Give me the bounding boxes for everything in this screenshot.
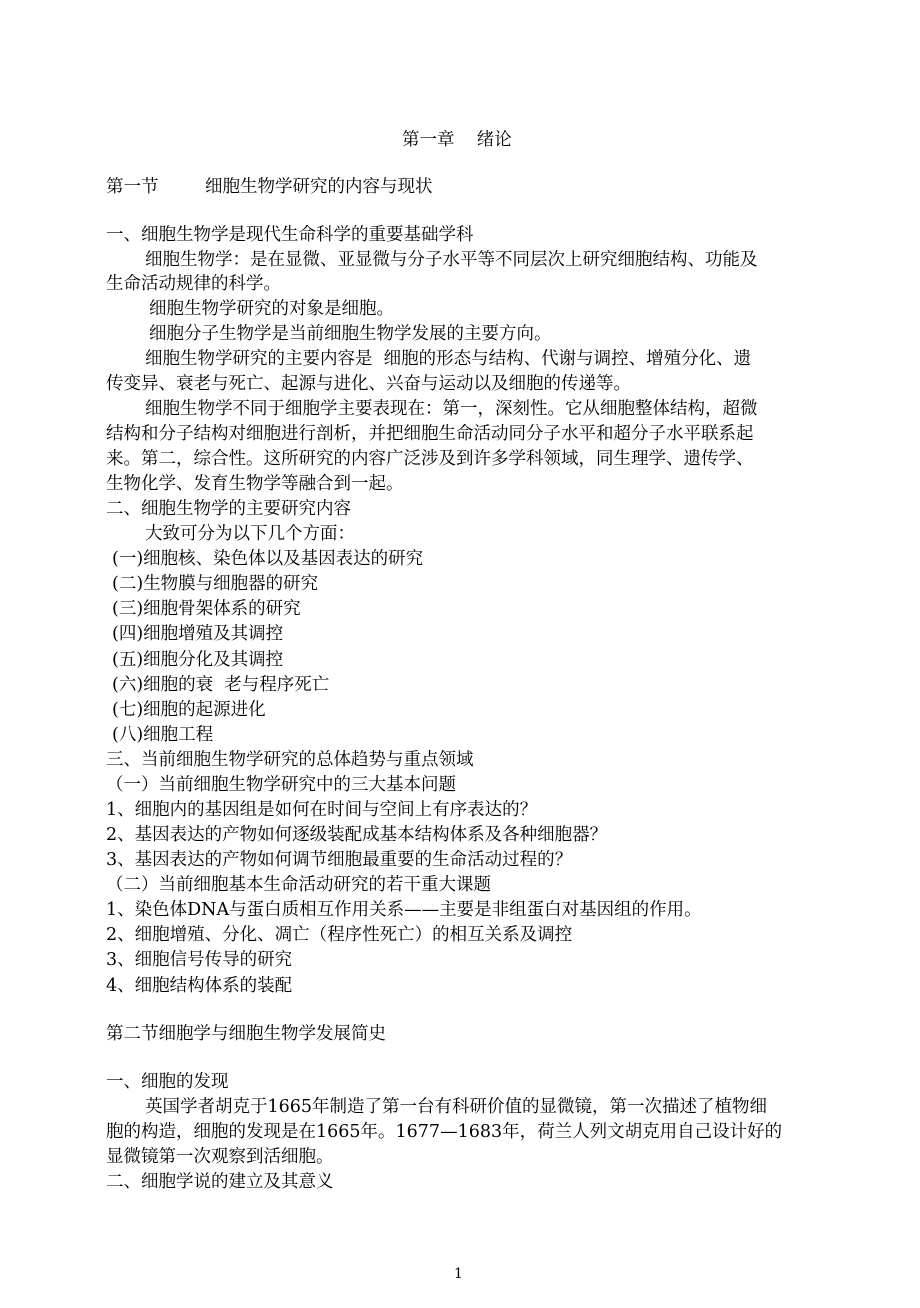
list-item: (八)细胞工程 <box>112 725 214 745</box>
list-item: (七)细胞的起源进化 <box>112 700 266 720</box>
list-item: 2、细胞增殖、分化、凋亡（程序性死亡）的相互关系及调控 <box>106 925 573 945</box>
chapter-title: 第一章 绪论 <box>402 130 512 150</box>
heading-line: 二、细胞学说的建立及其意义 <box>106 1172 334 1192</box>
list-item: (二)生物膜与细胞器的研究 <box>112 574 319 594</box>
list-item: (三)细胞骨架体系的研究 <box>112 599 301 619</box>
paragraph-line: 细胞生物学研究的对象是细胞。 <box>149 299 394 319</box>
heading-line: 三、当前细胞生物学研究的总体趋势与重点领域 <box>106 750 474 770</box>
paragraph-line: 生物化学、发育生物学等融合到一起。 <box>106 474 404 494</box>
heading-line: 二、细胞生物学的主要研究内容 <box>106 499 351 519</box>
section-number: 第一节 <box>106 177 159 197</box>
page-number: 1 <box>454 1266 463 1282</box>
list-item: 1、细胞内的基因组是如何在时间与空间上有序表达的？ <box>106 800 538 820</box>
paragraph-line: 大致可分为以下几个方面： <box>145 524 355 544</box>
list-item: 1、染色体DNA与蛋白质相互作用关系——主要是非组蛋白对基因组的作用。 <box>106 900 702 920</box>
list-item: (一)细胞核、染色体以及基因表达的研究 <box>112 549 424 569</box>
paragraph-line: 显微镜第一次观察到活细胞。 <box>106 1147 334 1167</box>
heading-line: 一、细胞的发现 <box>106 1072 229 1092</box>
list-item: 3、基因表达的产物如何调节细胞最重要的生命活动过程的？ <box>106 850 573 870</box>
paragraph-line: 传变异、衰老与死亡、起源与进化、兴奋与运动以及细胞的传递等。 <box>106 374 631 394</box>
section-title: 细胞生物学研究的内容与现状 <box>205 177 433 197</box>
paragraph-line: 细胞生物学研究的主要内容是 细胞的形态与结构、代谢与调控、增殖分化、遗 <box>145 349 752 369</box>
paragraph-line: 英国学者胡克于1665年制造了第一台有科研价值的显微镜，第一次描述了植物细 <box>145 1097 768 1117</box>
list-item: (四)细胞增殖及其调控 <box>112 624 284 644</box>
heading-line: 一、细胞生物学是现代生命科学的重要基础学科 <box>106 225 474 245</box>
paragraph-line: 胞的构造，细胞的发现是在1665年。1677—1683年，荷兰人列文胡克用自己设计好的 <box>106 1122 783 1142</box>
subheading-line: （一）当前细胞生物学研究中的三大基本问题 <box>106 775 456 795</box>
paragraph-line: 细胞生物学不同于细胞学主要表现在：第一，深刻性。它从细胞整体结构，超微 <box>145 399 758 419</box>
section-heading: 第二节细胞学与细胞生物学发展简史 <box>106 1024 386 1044</box>
paragraph-line: 结构和分子结构对细胞进行剖析，并把细胞生命活动同分子水平和超分子水平联系起 <box>106 424 754 444</box>
paragraph-line: 生命活动规律的科学。 <box>106 274 281 294</box>
list-item: 3、细胞信号传导的研究 <box>106 950 293 970</box>
list-item: 2、基因表达的产物如何逐级装配成基本结构体系及各种细胞器？ <box>106 825 608 845</box>
paragraph-line: 细胞生物学：是在显微、亚显微与分子水平等不同层次上研究细胞结构、功能及 <box>145 250 758 270</box>
list-item: 4、细胞结构体系的装配 <box>106 976 293 996</box>
list-item: (六)细胞的衰 老与程序死亡 <box>112 675 330 695</box>
subheading-line: （二）当前细胞基本生命活动研究的若干重大课题 <box>106 875 491 895</box>
list-item: (五)细胞分化及其调控 <box>112 650 284 670</box>
paragraph-line: 来。第二，综合性。这所研究的内容广泛涉及到许多学科领域，同生理学、遗传学、 <box>106 449 754 469</box>
paragraph-line: 细胞分子生物学是当前细胞生物学发展的主要方向。 <box>149 324 552 344</box>
